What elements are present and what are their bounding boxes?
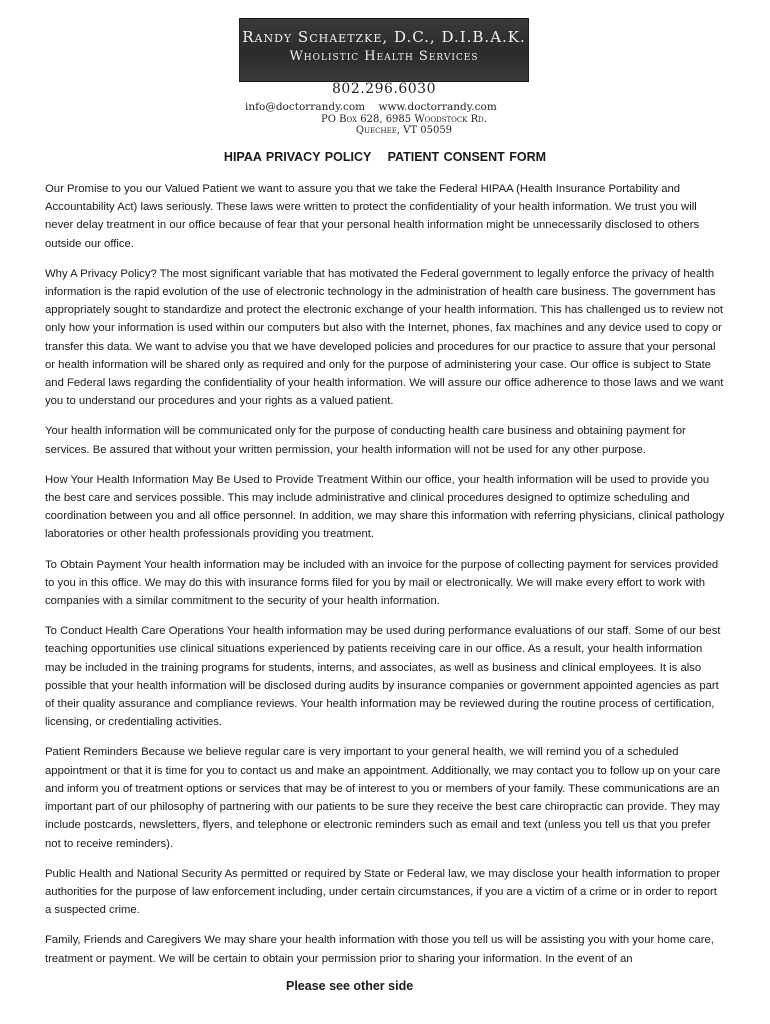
address-line-1: PO Box 628, 6985 Woodstock Rd. (321, 114, 487, 125)
paragraph-why-privacy: Why A Privacy Policy? The most significant variable that has motivated the Federal government to legally enforce the privacy of health information is the rapid evolution of the use of electronic technology in the administration of health care business. The government has appropriately sought to standardize and protect the electronic exchange of your health information. This has challenged us to review not only how your information is used within our computers but also with the Internet, phones, fax machines and any device used to copy or transfer this data. We want to advise you that we have developed policies and procedures for our practice to assure that your personal or health information will be shared only as required and only for the purpose of administering your case. Our office is subject to State and Federal laws regarding the confidentiality of your health information. We will assure our office adherence to those laws and we want you to understand our procedures and your rights as a valued patient. (45, 267, 724, 408)
website-address: www.doctorrandy.com (378, 101, 497, 113)
email-address: info@doctorrandy.com (245, 101, 366, 113)
document-body (45, 180, 725, 980)
paragraph-treatment: How Your Health Information May Be Used to Provide Treatment Within our office, your health information will be used to provide you the best care and services possible. This may include administrative and clinical procedures designed to optimize scheduling and coordination between you and all office personnel. In addition, we may share this information with referring physicians, clinical pathology laboratories or other health professionals providing you treatment. (45, 473, 725, 541)
paragraph-family: Family, Friends and Caregivers We may share your health information with those you tell us will be assisting you with your home care, treatment or payment. We will be certain to obtain your permission prior to sharing your information. In the event of an (45, 934, 714, 965)
address-line-2: Quechee, VT 05059 (355, 125, 453, 136)
title-policy: HIPAA PRIVACY POLICY (223, 150, 372, 164)
footer-note: Please see other side (286, 979, 414, 993)
title-consent: PATIENT CONSENT FORM (387, 150, 547, 164)
letterhead (239, 18, 529, 134)
phone-number: 802.296.6030 (332, 81, 436, 97)
paragraph-reminders: Patient Reminders Because we believe regular care is very important to your general health, we will remind you of a scheduled appointment or that it is time for you to contact us and make an appointment. Additionally, we may contact you to follow up on your care and inform you of treatment options or services that may be of interest to you or members of your family. These communications are an important part of our philosophy of partnering with our patients to be sure they receive the best care chiropractic can provide. They may include postcards, newsletters, flyers, and telephone or electronic reminders such as email and text (unless you tell us that you prefer not to receive reminders). (45, 746, 721, 850)
paragraph-payment: To Obtain Payment Your health information may be included with an invoice for the purpose of collecting payment for services provided to you in this office. We may do this with insurance forms filed for you by mail or electronically. We will make every effort to work with companies with a similar commitment to the security of your health information. (45, 558, 719, 608)
practitioner-name: Randy Schaetzke, D.C., D.I.B.A.K. (242, 28, 526, 46)
paragraph-promise: Our Promise to you our Valued Patient we want to assure you that we take the Federal HIPAA (Health Insurance Portability and Accountability Act) laws seriously. These laws were written to protect the confidentiality of your health information. We trust you will never delay treatment in our office because of fear that your personal health information might be unnecessarily disclosed to others outside our office. (45, 183, 700, 250)
paragraph-communication: Your health information will be communicated only for the purpose of conducting health care business and obtaining payment for services. Be assured that without your written permission, your health information will not be used for any other purpose. (45, 425, 686, 456)
practice-name: Wholistic Health Services (289, 49, 479, 64)
letterhead-banner (239, 18, 529, 82)
paragraph-public-health: Public Health and National Security As permitted or required by State or Federal law, we may disclose your health information to proper authorities for the purpose of law enforcement including, under certain circumstances, if you are a victim of a crime or in order to report a suspected crime. (45, 867, 721, 917)
contact-line (245, 101, 535, 113)
paragraph-operations: To Conduct Health Care Operations Your health information may be used during performance evaluations of our staff. Some of our best teaching opportunities use clinical situations experienced by patients receiving care in our office. As a result, your health information may be included in the training programs for students, interns, and associates, as well as business and clinical employees. It is also possible that your health information will be disclosed during audits by insurance companies or government appointed agencies as part of their quality assurance and compliance reviews. Your health information may be reviewed during the routine process of certification, licensing, or credentialing activities. (45, 625, 721, 729)
document-title (0, 150, 770, 164)
